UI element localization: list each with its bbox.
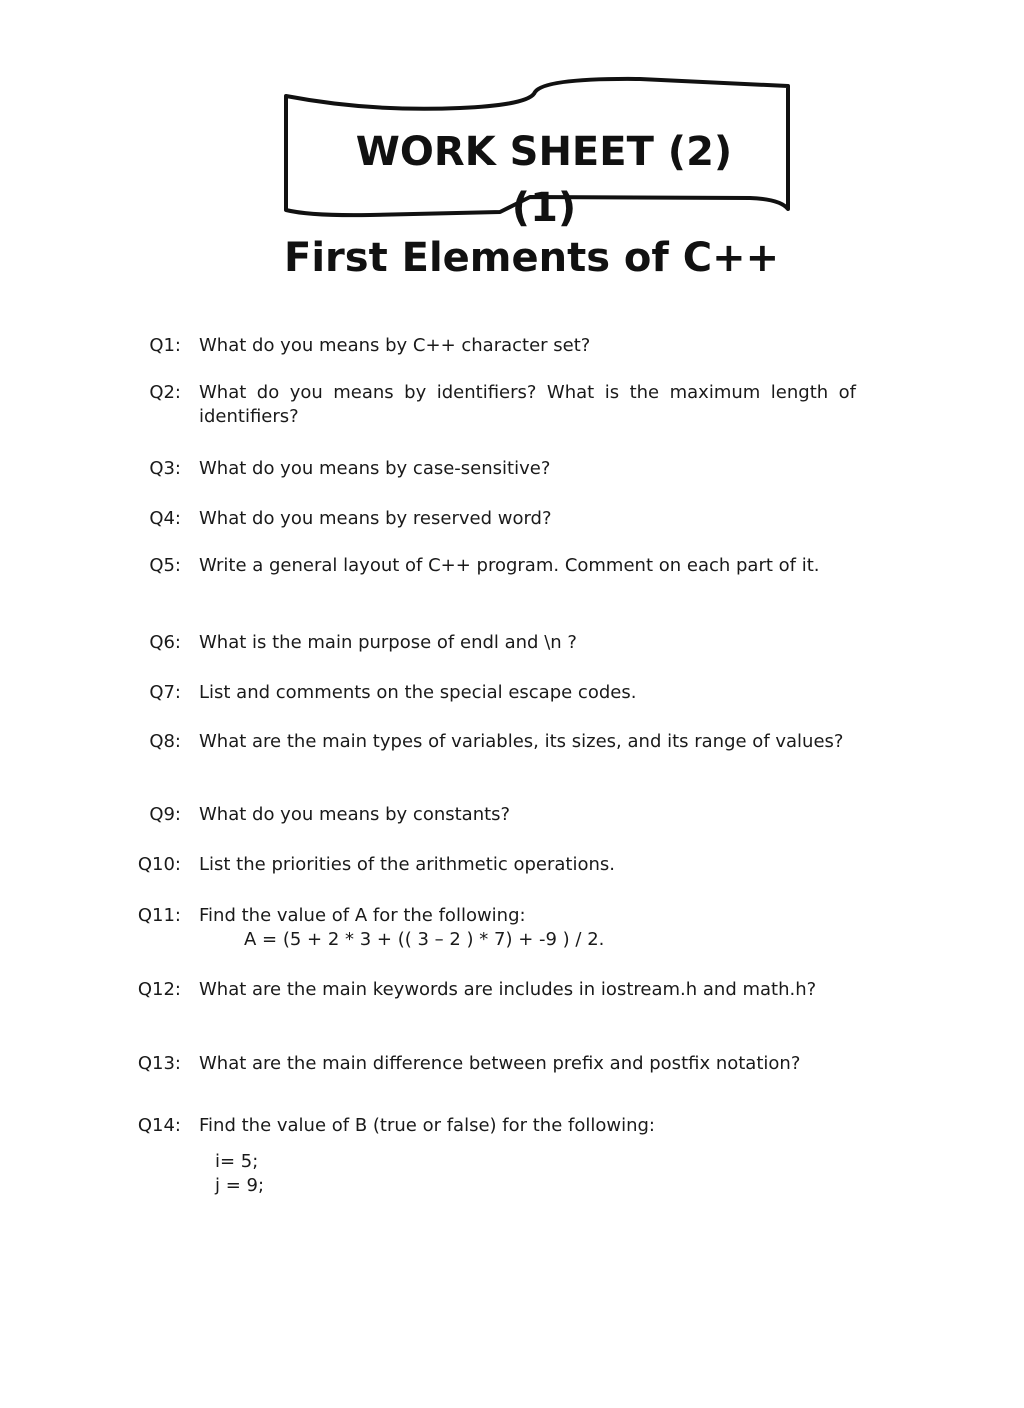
page-heading: First Elements of C++ xyxy=(284,235,780,281)
question-text: What are the main difference between prefix and postfix notation? xyxy=(199,1053,801,1074)
question-number: Q2: xyxy=(149,382,181,403)
question-text: What is the main purpose of endl and \n ? xyxy=(199,632,577,653)
worksheet-subtitle: (1) xyxy=(511,185,577,231)
question-number: Q9: xyxy=(149,804,181,825)
question-text: What do you means by reserved word? xyxy=(199,508,552,529)
question-text: List the priorities of the arithmetic operations. xyxy=(199,854,615,875)
question-text: List and comments on the special escape codes. xyxy=(199,682,637,703)
code-line: j = 9; xyxy=(215,1175,265,1196)
question-number: Q4: xyxy=(149,508,181,529)
code-line: i= 5; xyxy=(215,1151,259,1172)
question-number: Q8: xyxy=(149,731,181,752)
question-number: Q5: xyxy=(149,555,181,576)
question-number: Q11: xyxy=(137,905,181,926)
question-text: What are the main types of variables, its sizes, and its range of values? xyxy=(199,731,844,752)
question-number: Q10: xyxy=(137,854,181,875)
question-number: Q14: xyxy=(137,1115,181,1136)
question-number: Q7: xyxy=(149,682,181,703)
question-text: Write a general layout of C++ program. Comment on each part of it. xyxy=(199,555,820,576)
question-number: Q12: xyxy=(137,979,181,1000)
question-number: Q3: xyxy=(149,458,181,479)
question-expression: A = (5 + 2 * 3 + (( 3 – 2 ) * 7) + -9 ) / 2. xyxy=(244,929,605,950)
question-text: Find the value of B (true or false) for the following: xyxy=(199,1115,655,1136)
question-text: What do you means by C++ character set? xyxy=(199,335,591,356)
worksheet-title: WORK SHEET (2) xyxy=(355,129,733,175)
question-text: What do you means by constants? xyxy=(199,804,511,825)
question-text: Find the value of A for the following: xyxy=(199,905,526,926)
question-text: What do you means by case-sensitive? xyxy=(199,458,551,479)
question-number: Q13: xyxy=(137,1053,181,1074)
question-text: What do you means by identifiers? What is the maximum length of identifiers? xyxy=(199,382,856,427)
question-number: Q1: xyxy=(149,335,181,356)
question-text: What are the main keywords are includes in iostream.h and math.h? xyxy=(199,979,817,1000)
question-number: Q6: xyxy=(149,632,181,653)
